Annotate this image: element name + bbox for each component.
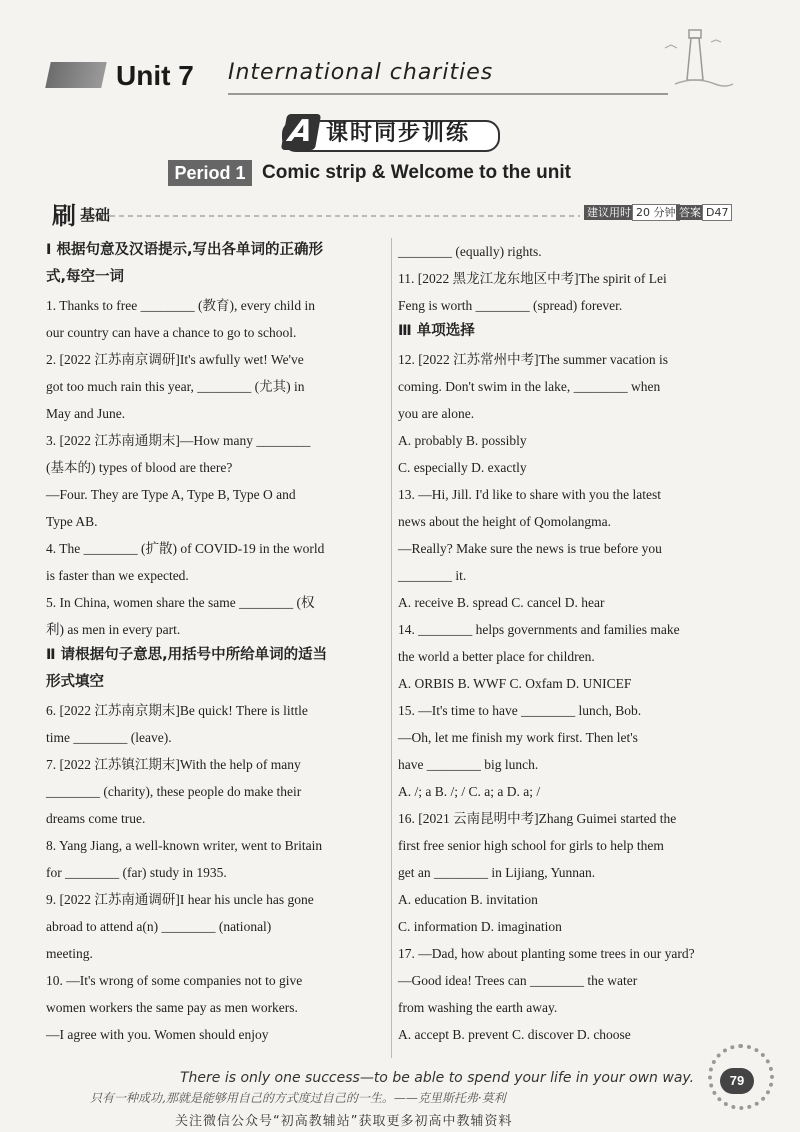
left-column	[46, 238, 382, 1048]
text-line: 16. [2021 云南昆明中考]Zhang Guimei started the	[398, 811, 677, 826]
column-divider	[391, 238, 392, 1058]
text-line: our country can have a chance to go to school.	[46, 325, 297, 340]
text-line: 15. —It's time to have ________ lunch, Bob.	[398, 703, 642, 718]
text-line: C. information D. imagination	[398, 919, 562, 934]
text-line: abroad to attend a(n) ________ (national)	[46, 919, 272, 934]
text-line: ________ it.	[398, 568, 467, 583]
text-line: A. education B. invitation	[398, 892, 538, 907]
text-line: you are alone.	[398, 406, 475, 421]
text-line: 10. —It's wrong of some companies not to give	[46, 973, 303, 988]
footer-quote-en: There is only one success—to be able to spend your life in your own way.	[180, 1070, 695, 1086]
text-line: 9. [2022 江苏南通调研]I hear his uncle has gone	[46, 892, 314, 907]
text-line: first free senior high school for girls to help them	[398, 838, 664, 853]
basics-mark: 刷	[52, 202, 76, 230]
unit-title: International charities	[228, 60, 494, 85]
text-line: A. accept B. prevent C. discover D. choose	[398, 1027, 631, 1042]
text-line: 7. [2022 江苏镇江期末]With the help of many	[46, 757, 301, 772]
text-line: 1. Thanks to free ________ (教育), every child in	[46, 298, 315, 313]
text-line: 5. In China, women share the same ________ (权	[46, 595, 315, 610]
text-line: ________ (charity), these people do make their	[46, 784, 302, 799]
text-line: 6. [2022 江苏南京期末]Be quick! There is little	[46, 703, 308, 718]
text-line: 17. —Dad, how about planting some trees in our yard?	[398, 946, 695, 961]
text-line: —Good idea! Trees can ________ the water	[398, 973, 638, 988]
header-rule	[228, 93, 668, 95]
dotted-rule	[110, 215, 580, 217]
text-line: 形式填空	[46, 674, 104, 690]
period-label: Period 1	[168, 160, 252, 186]
text-line: dreams come true.	[46, 811, 146, 826]
unit-label: Unit 7	[116, 60, 194, 91]
text-line: from washing the earth away.	[398, 1000, 558, 1015]
text-line: A. probably B. possibly	[398, 433, 527, 448]
answer-label: 答案	[676, 205, 704, 220]
text-line: C. especially D. exactly	[398, 460, 527, 475]
text-line: May and June.	[46, 406, 126, 421]
text-line: 利) as men in every part.	[46, 622, 181, 637]
text-line: 11. [2022 黑龙江龙东地区中考]The spirit of Lei	[398, 271, 667, 286]
lighthouse-icon	[655, 18, 735, 96]
time-value: 20 分钟	[632, 204, 680, 221]
text-line: A. /; a B. /; / C. a; a D. a; /	[398, 784, 541, 799]
text-line: A. ORBIS B. WWF C. Oxfam D. UNICEF	[398, 676, 632, 691]
text-line: women workers the same pay as men workers.	[46, 1000, 298, 1015]
text-line: get an ________ in Lijiang, Yunnan.	[398, 865, 596, 880]
answer-value: D47	[702, 204, 732, 221]
text-line: ________ (equally) rights.	[398, 244, 542, 259]
text-line: got too much rain this year, ________ (尤其) in	[46, 379, 305, 394]
text-line: Type AB.	[46, 514, 98, 529]
text-line: 2. [2022 江苏南京调研]It's awfully wet! We've	[46, 352, 304, 367]
text-line: Ⅰ 根据句意及汉语提示,写出各单词的正确形	[46, 242, 323, 258]
text-line: 式,每空一词	[46, 269, 125, 285]
text-line: 4. The ________ (扩散) of COVID-19 in the world	[46, 541, 325, 556]
text-line: is faster than we expected.	[46, 568, 189, 583]
period-title: Comic strip & Welcome to the unit	[262, 162, 571, 183]
footer-quote-cn: 只有一种成功,那就是能够用自己的方式度过自己的一生。——克里斯托弗·莫利	[90, 1091, 506, 1105]
text-line: (基本的) types of blood are there?	[46, 460, 233, 475]
text-line: A. receive B. spread C. cancel D. hear	[398, 595, 605, 610]
text-line: the world a better place for children.	[398, 649, 595, 664]
header-decor-bar	[45, 62, 107, 88]
footer-notice: 关注微信公众号“初高教辅站”获取更多初高中教辅资料	[175, 1114, 513, 1129]
text-line: Ⅲ 单项选择	[398, 323, 475, 339]
text-line: 8. Yang Jiang, a well-known writer, went to Britain	[46, 838, 323, 853]
right-column	[398, 238, 733, 1048]
text-line: —Four. They are Type A, Type B, Type O and	[46, 487, 296, 502]
text-line: 12. [2022 江苏常州中考]The summer vacation is	[398, 352, 668, 367]
text-line: Ⅱ 请根据句子意思,用括号中所给单词的适当	[46, 647, 328, 663]
text-line: Feng is worth ________ (spread) forever.	[398, 298, 623, 313]
page-number: 79	[720, 1068, 754, 1094]
section-banner-text: 课时同步训练	[326, 121, 471, 146]
text-line: coming. Don't swim in the lake, ________ when	[398, 379, 661, 394]
basics-title: 基础	[80, 206, 111, 224]
text-line: 3. [2022 江苏南通期末]—How many ________	[46, 433, 311, 448]
text-line: for ________ (far) study in 1935.	[46, 865, 227, 880]
time-label: 建议用时	[584, 205, 634, 220]
text-line: —I agree with you. Women should enjoy	[46, 1027, 269, 1042]
text-line: meeting.	[46, 946, 93, 961]
text-line: news about the height of Qomolangma.	[398, 514, 611, 529]
section-letter: A	[281, 114, 321, 150]
text-line: —Oh, let me finish my work first. Then let's	[398, 730, 638, 745]
text-line: 13. —Hi, Jill. I'd like to share with you the latest	[398, 487, 662, 502]
text-line: have ________ big lunch.	[398, 757, 539, 772]
text-line: time ________ (leave).	[46, 730, 172, 745]
text-line: 14. ________ helps governments and families make	[398, 622, 680, 637]
text-line: —Really? Make sure the news is true before you	[398, 541, 662, 556]
